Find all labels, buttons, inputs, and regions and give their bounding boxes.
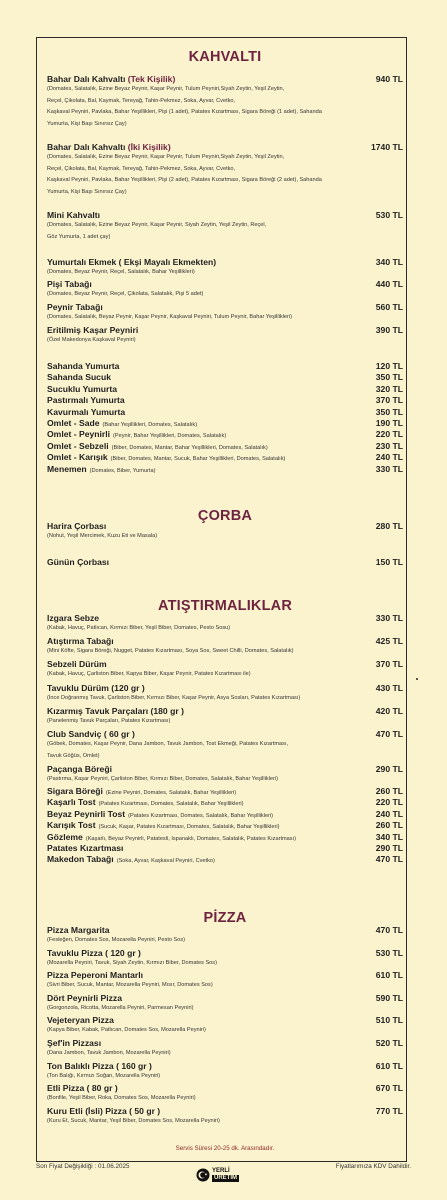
item-name-text: Tavuklu Pizza ( 120 gr ) xyxy=(47,947,141,958)
menu-item xyxy=(47,1038,403,1060)
menu-item-name xyxy=(47,395,125,405)
menu-item-desc: (Göbek, Domates, Kaşar Peynir, Dana Jambon, Tavuk Jambon, Tost Ekmeği, Patates Kızartması, xyxy=(47,741,289,747)
menu-item-row xyxy=(47,764,403,774)
menu-item-row xyxy=(47,854,403,864)
item-name-text: Pişi Tabağı xyxy=(47,279,92,289)
item-name-text: Omlet - Sebzeli xyxy=(47,440,109,451)
menu-item-price: 770 TL xyxy=(375,1105,403,1116)
item-name-text: Izgara Sebze xyxy=(47,613,100,623)
menu-item-name xyxy=(47,142,171,152)
menu-item-name xyxy=(47,809,273,819)
menu-item xyxy=(47,970,403,992)
menu-item-name xyxy=(47,302,103,312)
item-name-text: Günün Çorbası xyxy=(47,557,110,567)
menu-item-row xyxy=(47,210,403,220)
menu-item-row xyxy=(47,257,403,267)
menu-item xyxy=(47,429,403,439)
menu-item-name xyxy=(47,683,145,693)
item-name-text: Bahar Dalı Kahvaltı xyxy=(47,74,126,84)
menu-item-name xyxy=(47,764,112,774)
item-name-text: Makedon Tabağı xyxy=(47,854,114,865)
item-name-text: Atıştırma Tabağı xyxy=(47,636,114,646)
menu-item-name xyxy=(47,521,106,531)
menu-item-name xyxy=(47,970,143,980)
section-title-corba: ÇORBA xyxy=(197,508,253,524)
item-inline-desc: (Sucuk, Kaşar, Patates Kızartması, Domates, Salatalık, Bahar Yeşillikleri) xyxy=(98,824,280,831)
menu-item-row xyxy=(47,395,403,405)
menu-item xyxy=(47,659,403,681)
menu-item-desc: (Ton Balığı, Kırmızı Soğan, Mozarella Peyniri) xyxy=(47,1072,161,1079)
menu-item xyxy=(47,1083,403,1105)
menu-item-name xyxy=(47,441,268,451)
menu-item xyxy=(47,832,403,842)
menu-item-row xyxy=(47,809,403,819)
menu-item xyxy=(47,820,403,830)
item-name-text: Pizza Margarita xyxy=(47,925,110,935)
menu-item-desc: (Mozarella Peyniri, Tavuk, Siyah Zeytin, Kırmızı Biber, Domates Sos) xyxy=(47,959,217,966)
service-note: Servis Süresi 20-25 dk. Arasındadır. xyxy=(175,1145,275,1152)
menu-item xyxy=(47,302,403,324)
menu-item-name xyxy=(47,1038,101,1048)
menu-item-row xyxy=(47,1015,403,1025)
menu-item xyxy=(47,636,403,658)
menu-item-price: 260 TL xyxy=(375,820,403,831)
menu-item-row xyxy=(47,361,403,371)
item-inline-desc: (Domates, Biber, Yumurta) xyxy=(89,467,156,474)
menu-item-row xyxy=(47,441,403,451)
menu-item-price: 320 TL xyxy=(375,383,403,394)
menu-item-name xyxy=(47,659,107,669)
menu-item-desc: (Domates, Salatalık, Ezine Beyaz Peynir, Kaşar Peynir, Siyah Zeytin, Yeşil Zeytin, Reçel, xyxy=(47,222,267,228)
vat-note: Fiyatlarımıza KDV Dahildir. xyxy=(335,1163,411,1170)
menu-item-row xyxy=(47,279,403,289)
section-title-kahvalti: KAHVALTI xyxy=(188,49,262,65)
menu-item-desc: (Dana Jambon, Tavuk Jambon, Mozarella Peyniri) xyxy=(47,1050,171,1056)
menu-item-desc: Reçel, Çikolata, Bal, Kaymak, Tereyağ, Tahin-Pekmez, Soka, Ayvar, Cvetko, xyxy=(47,165,236,172)
menu-item-row xyxy=(47,1061,403,1071)
item-inline-desc: (Kaşarlı, Beyaz Peynirli, Patatesli, Ispanaklı, Domates, Salatalık, Patates Kızartması) xyxy=(85,835,296,842)
menu-item xyxy=(47,557,403,567)
menu-item-name xyxy=(47,636,114,646)
item-name-text: Paçanga Böreği xyxy=(47,764,112,774)
menu-item-price: 280 TL xyxy=(375,521,403,531)
menu-item-price: 220 TL xyxy=(375,797,403,808)
section-title-pizza: PİZZA xyxy=(203,910,247,926)
menu-item-price: 940 TL xyxy=(375,74,403,84)
menu-item-name xyxy=(47,843,123,853)
menu-item-desc: (Bonfile, Yeşil Biber, Roka, Domates Sos, Mozarella Peyniri) xyxy=(47,1095,196,1102)
menu-item-row xyxy=(47,683,403,693)
menu-item-row xyxy=(47,521,403,531)
item-inline-desc: (Bahar Yeşillikleri, Domates, Salatalık) xyxy=(102,422,198,428)
menu-item-name xyxy=(47,613,99,623)
menu-item xyxy=(47,925,403,947)
menu-item-row xyxy=(47,325,403,335)
menu-item-price: 520 TL xyxy=(375,1038,403,1048)
menu-item-row xyxy=(47,613,403,623)
menu-item-desc: (Domates, Beyaz Peynir, Reçel, Salatalık, Bahar Yeşillikleri) xyxy=(47,269,195,275)
turkey-flag-icon xyxy=(196,1168,210,1182)
menu-item-row xyxy=(47,418,403,428)
menu-item xyxy=(47,384,403,394)
item-inline-desc: (Soka, Ayvar, Kaşkaval Peyniri, Cvetko) xyxy=(116,858,215,865)
menu-item-price: 440 TL xyxy=(375,279,403,289)
menu-item-name xyxy=(47,452,285,462)
menu-item-name xyxy=(47,1061,152,1071)
menu-item xyxy=(47,993,403,1015)
item-name-text: Tavuklu Dürüm (120 gr ) xyxy=(47,683,145,693)
menu-item-price: 590 TL xyxy=(375,992,403,1003)
item-inline-desc: (Biber, Domates, Mantar, Sucuk, Bahar Yeşillikleri, Domates, Salatalık) xyxy=(110,456,286,463)
item-name-text: Omlet - Sade xyxy=(47,418,100,428)
menu-item xyxy=(47,464,403,474)
menu-item-row xyxy=(47,1083,403,1093)
menu-item xyxy=(47,407,403,417)
menu-item-name xyxy=(47,832,296,842)
item-name-text: Ton Balıklı Pizza ( 160 gr ) xyxy=(47,1060,152,1071)
menu-item-desc: Yumurta, Kişi Başı Sınırsız Çay) xyxy=(47,188,127,195)
item-name-text: Pastırmalı Yumurta xyxy=(47,395,125,406)
menu-item-row xyxy=(47,74,403,84)
menu-item-name xyxy=(47,257,216,267)
menu-item-name xyxy=(47,820,280,830)
menu-item-row xyxy=(47,948,403,958)
item-inline-desc: (Patates Kızartması, Domates, Salatalık, Bahar Yeşillikleri) xyxy=(128,812,274,819)
item-name-text: Sahanda Sucuk xyxy=(47,372,111,383)
item-inline-desc: (Biber, Domates, Mantar, Bahar Yeşillikleri, Domates, Salatalık) xyxy=(111,444,268,451)
item-name-text: Patates Kızartması xyxy=(47,843,124,853)
menu-item xyxy=(47,279,403,301)
menu-item xyxy=(47,1106,403,1128)
menu-item xyxy=(47,74,403,130)
menu-item-row xyxy=(47,1106,403,1116)
item-name-text: Kuru Etli (İsli) Pizza ( 50 gr ) xyxy=(47,1105,161,1116)
menu-item-price: 390 TL xyxy=(375,325,403,335)
menu-item-price: 240 TL xyxy=(375,808,403,819)
item-name-text: Beyaz Peynirli Tost xyxy=(47,808,126,819)
item-name-text: Kızarmış Tavuk Parçaları (180 gr ) xyxy=(47,706,184,716)
menu-item-desc: (Kabak, Havuç, Çarliston Biber, Kapya Biber, Kaşar Peynir, Patates Kızartması ile) xyxy=(47,671,251,677)
menu-item-desc: (Nohut, Yeşil Mercimek, Kuzu Eti ve Masala) xyxy=(47,533,158,539)
menu-item xyxy=(47,706,403,728)
menu-item-row xyxy=(47,384,403,394)
menu-item xyxy=(47,142,403,198)
menu-item-row xyxy=(47,993,403,1003)
menu-item-price: 120 TL xyxy=(375,361,403,371)
menu-item-desc: Göz Yumurta, 1 adet çay) xyxy=(47,233,111,240)
menu-item xyxy=(47,452,403,462)
menu-item-name xyxy=(47,418,197,428)
menu-item xyxy=(47,948,403,970)
menu-item-desc: (Mini Köfte, Sigara Böreği, Nugget, Patates Kızartması, Soya Sos, Sweet Chilli, Domates, Salatalık) xyxy=(47,648,294,654)
menu-item-row xyxy=(47,429,403,439)
menu-item-desc: (Kapya Biber, Kabak, Patlıcan, Domates Sos, Mozarella Peyniri) xyxy=(47,1027,206,1034)
menu-item xyxy=(47,683,403,705)
menu-item-desc: (Özel Makedonya Kaşkaval Peyniri) xyxy=(47,337,136,343)
menu-item-row xyxy=(47,407,403,417)
menu-item xyxy=(47,1015,403,1037)
item-name-text: Vejeteryan Pizza xyxy=(47,1015,114,1026)
menu-item-row xyxy=(47,142,403,152)
menu-item xyxy=(47,210,403,243)
menu-item-desc: (Kabak, Havuç, Patlıcan, Kırmızı Biber, Yeşil Biber, Domates, Pesto Sosu) xyxy=(47,625,231,631)
menu-item-price: 470 TL xyxy=(375,925,403,935)
menu-item-row xyxy=(47,832,403,842)
item-portion: (İki Kişilik) xyxy=(127,142,171,152)
menu-item-price: 350 TL xyxy=(375,406,403,417)
menu-item-price: 1740 TL xyxy=(370,142,403,152)
item-name-text: Eritilmiş Kaşar Peyniri xyxy=(47,325,139,335)
menu-item-row xyxy=(47,1038,403,1048)
menu-item-desc: Reçel, Çikolata, Bal, Kaymak, Tereyağ, Tahin-Pekmez, Soka, Ayvar, Cvetko, xyxy=(47,97,236,104)
menu-item xyxy=(47,521,403,543)
menu-item-price: 610 TL xyxy=(375,1060,403,1071)
item-name-text: Sebzeli Dürüm xyxy=(47,659,107,669)
menu-item-desc: (Kuru Et, Sucuk, Mantar, Yeşil Biber, Domates Sos, Mozarella Peyniri) xyxy=(47,1117,220,1124)
menu-item-name xyxy=(47,372,111,382)
menu-item-price: 350 TL xyxy=(375,372,403,383)
menu-item-desc: (Panelenmiş Tavuk Parçaları, Patates Kızartması) xyxy=(47,718,171,724)
menu-item-name xyxy=(47,786,236,796)
menu-item-name xyxy=(47,429,226,439)
menu-item-price: 290 TL xyxy=(375,764,403,774)
menu-item-row xyxy=(47,925,403,935)
menu-item xyxy=(47,843,403,853)
menu-item-name xyxy=(47,74,175,84)
menu-item-row xyxy=(47,797,403,807)
section-title-atistirmaliklar: ATIŞTIRMALIKLAR xyxy=(157,598,293,614)
menu-item-name xyxy=(47,729,135,739)
item-name-text: Mini Kahvaltı xyxy=(47,210,101,220)
menu-item-row xyxy=(47,729,403,739)
menu-item xyxy=(47,764,403,786)
menu-item xyxy=(47,257,403,279)
menu-item-desc: (Domates, Salatalık, Beyaz Peynir, Kaşar Peynir, Kaşkaval Peyniri, Tulum Peynir, Bahar Yeşillikleri) xyxy=(47,314,292,320)
menu-item-price: 560 TL xyxy=(375,302,403,312)
menu-item-desc: Kaşkaval Peyniri, Pavlaka, Bahar Yeşillikleri, Pişi (1 adet), Patates Kızartması, Sigara Böreği (1 adet), Sahanda xyxy=(47,109,322,115)
menu-item-name xyxy=(47,384,117,394)
item-name-text: Omlet - Peynirli xyxy=(47,429,111,440)
menu-item-desc: (Gorgonzola, Ricotta, Mozarella Peyniri, Parmesan Peyniri) xyxy=(47,1004,194,1011)
item-inline-desc: (Ezine Peyniri, Domates, Salatalık, Bahar Yeşillikleri) xyxy=(105,790,237,796)
badge-line-2: ÜRETİM xyxy=(214,1175,237,1181)
menu-item-desc: (Pastırma, Kaşar Peyniri, Çarliston Biber, Kırmızı Biber, Domates, Salatalık, Bahar Yeşillikleri) xyxy=(47,776,278,782)
item-portion: (Tek Kişilik) xyxy=(127,74,176,84)
menu-item-row xyxy=(47,786,403,796)
menu-item-price: 340 TL xyxy=(375,257,403,267)
menu-item xyxy=(47,441,403,451)
menu-item-desc: Kaşkaval Peyniri, Pavlaka, Bahar Yeşillikleri, Pişi (2 adet), Patates Kızartması, Sigara Böreği (2 adet), Sahanda xyxy=(47,177,322,183)
menu-item-price: 470 TL xyxy=(375,854,403,865)
menu-item-row xyxy=(47,372,403,382)
menu-item-desc: (Domates, Salatalık, Ezine Beyaz Peynir, Kaşar Peynir, Tulum Peyniri,Siyah Zeytin, Yeşil Zeytin, xyxy=(47,86,285,92)
item-name-text: Gözleme xyxy=(47,831,83,842)
menu-item-name xyxy=(47,210,100,220)
menu-item-desc: (Domates, Salatalık, Ezine Beyaz Peynir, Kaşar Peynir, Tulum Peyniri,Siyah Zeytin, Yeşil Zeytin, xyxy=(47,154,285,160)
menu-item-price: 370 TL xyxy=(375,395,403,406)
item-name-text: Şef'in Pizzası xyxy=(47,1038,102,1048)
menu-item-row xyxy=(47,970,403,980)
yerli-uretim-badge xyxy=(196,1163,248,1187)
menu-item-price: 260 TL xyxy=(375,786,403,796)
menu-item-price: 340 TL xyxy=(375,831,403,842)
menu-item-name xyxy=(47,993,122,1003)
menu-item xyxy=(47,418,403,428)
menu-item-desc: Yumurta, Kişi Başı Sınırsız Çay) xyxy=(47,120,127,127)
menu-item-price: 430 TL xyxy=(375,683,403,693)
item-name-text: Omlet - Karışık xyxy=(47,452,108,463)
menu-item-name xyxy=(47,361,119,371)
menu-item-desc: (Fesleğen, Domates Sos, Mozarella Peyniri, Pesto Sos) xyxy=(47,937,186,943)
menu-item-name xyxy=(47,925,110,935)
menu-item-name xyxy=(47,948,141,958)
menu-item xyxy=(47,729,403,762)
menu-item-row xyxy=(47,464,403,474)
menu-item xyxy=(47,786,403,796)
menu-item xyxy=(47,1061,403,1083)
menu-item-name xyxy=(47,325,138,335)
menu-item-price: 610 TL xyxy=(375,970,403,981)
menu-item-row xyxy=(47,706,403,716)
item-name-text: Sigara Böreği xyxy=(47,786,103,796)
stray-dot xyxy=(416,678,418,680)
menu-item-name xyxy=(47,407,125,417)
menu-item-price: 530 TL xyxy=(375,947,403,958)
menu-item xyxy=(47,325,403,347)
menu-item-name xyxy=(47,1083,118,1093)
menu-item-row xyxy=(47,843,403,853)
menu-item-price: 510 TL xyxy=(375,1015,403,1026)
menu-item-name xyxy=(47,854,215,864)
menu-item-name xyxy=(47,706,184,716)
item-name-text: Sucuklu Yumurta xyxy=(47,383,118,394)
menu-item-price: 330 TL xyxy=(375,463,403,474)
item-name-text: Etli Pizza ( 80 gr ) xyxy=(47,1083,118,1094)
badge-line-1: YERLİ xyxy=(212,1168,230,1174)
menu-item-price: 150 TL xyxy=(375,557,403,567)
menu-item xyxy=(47,361,403,371)
menu-item xyxy=(47,854,403,864)
item-name-text: Sahanda Yumurta xyxy=(47,361,120,371)
menu-item-desc: (Sivri Biber, Sucuk, Mantar, Mozarella Peyniri, Mısır, Domates Sos) xyxy=(47,982,213,989)
menu-item-name xyxy=(47,279,92,289)
item-name-text: Yumurtalı Ekmek ( Ekşi Mayalı Ekmekten) xyxy=(47,257,217,267)
item-name-text: Club Sandviç ( 60 gr ) xyxy=(47,729,135,739)
item-name-text: Kaşarlı Tost xyxy=(47,797,96,808)
menu-item-price: 230 TL xyxy=(375,440,403,451)
menu-item-row xyxy=(47,557,403,567)
menu-item-row xyxy=(47,302,403,312)
menu-item-name xyxy=(47,1015,114,1025)
menu-item-price: 240 TL xyxy=(375,452,403,463)
menu-item-name xyxy=(47,1106,160,1116)
item-name-text: Karışık Tost xyxy=(47,820,96,831)
item-name-text: Peynir Tabağı xyxy=(47,302,103,312)
menu-item-price: 420 TL xyxy=(375,706,403,716)
item-inline-desc: (Peynir, Bahar Yeşillikleri, Domates, Salatalık) xyxy=(113,433,227,440)
menu-item-row xyxy=(47,820,403,830)
menu-item xyxy=(47,395,403,405)
item-name-text: Pizza Peperoni Mantarlı xyxy=(47,970,143,981)
menu-item-row xyxy=(47,636,403,646)
menu-item-desc: Tavuk Göğüs, Omlet) xyxy=(47,752,100,759)
menu-item-price: 290 TL xyxy=(375,843,403,853)
item-inline-desc: (Patates Kızartması, Domates, Salatalık, Bahar Yeşillikleri) xyxy=(98,801,244,808)
last-price-change: Son Fiyat Değişikliği : 01.06.2025 xyxy=(36,1163,130,1170)
menu-item-price: 220 TL xyxy=(375,429,403,440)
menu-item-row xyxy=(47,452,403,462)
item-name-text: Harira Çorbası xyxy=(47,521,107,531)
item-name-text: Kavurmalı Yumurta xyxy=(47,406,126,417)
menu-item-price: 190 TL xyxy=(375,418,403,428)
menu-item xyxy=(47,613,403,635)
menu-item-name xyxy=(47,557,109,567)
menu-item-price: 470 TL xyxy=(375,729,403,739)
menu-item-desc: (İnce Doğranmış Tavuk, Çarliston Biber, Kırmızı Biber, Kaşar Peynir, Asya Sosları, Patates Kızartması) xyxy=(47,695,301,701)
menu-item-price: 425 TL xyxy=(375,636,403,646)
menu-item-desc: (Domates, Beyaz Peynir, Reçel, Çikolata, Salatalık, Pişi 5 adet) xyxy=(47,291,204,297)
menu-item-name xyxy=(47,797,243,807)
menu-item-price: 330 TL xyxy=(375,613,403,623)
menu-item-price: 670 TL xyxy=(375,1083,403,1094)
item-name-text: Menemen xyxy=(47,463,87,474)
menu-item xyxy=(47,809,403,819)
menu-item xyxy=(47,372,403,382)
menu-item-name xyxy=(47,464,155,474)
item-name-text: Dört Peynirli Pizza xyxy=(47,992,122,1003)
menu-item-price: 370 TL xyxy=(375,659,403,669)
item-name-text: Bahar Dalı Kahvaltı xyxy=(47,142,126,152)
menu-item xyxy=(47,797,403,807)
menu-item-price: 530 TL xyxy=(375,210,403,220)
menu-item-row xyxy=(47,659,403,669)
